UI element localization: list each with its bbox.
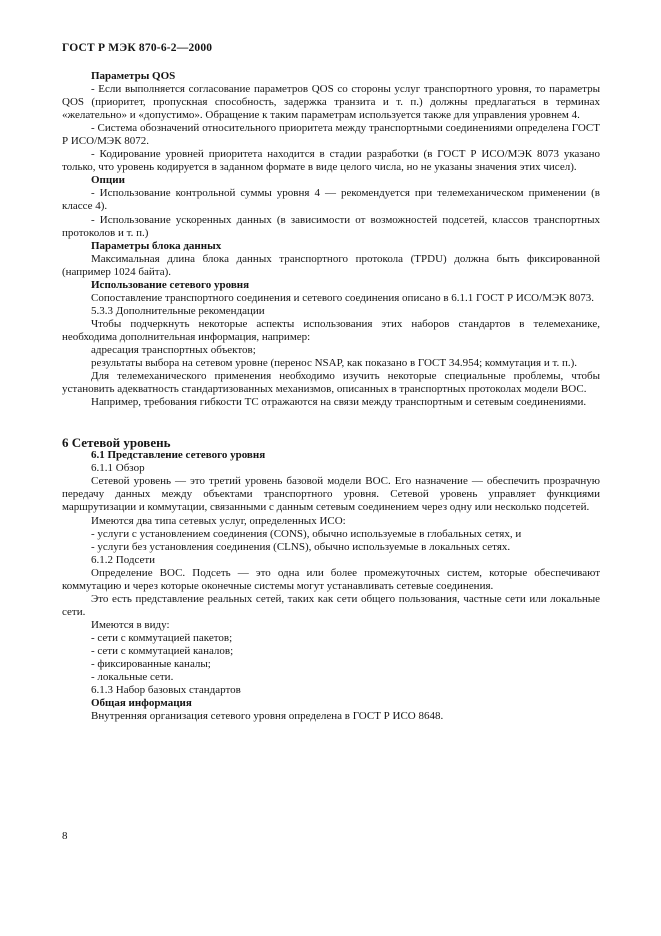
page-body: [62, 70, 600, 723]
list-item: - сети с коммутацией каналов;: [91, 644, 234, 657]
heading-general-information: Общая информация: [91, 697, 192, 710]
paragraph: - Использование ускоренных данных (в зависимости от возможностей подсетей, классов транспортных протоколов и т. п.): [62, 213, 600, 239]
paragraph: Максимальная длина блока данных транспортного протокола (TPDU) должна быть фиксированной (например 1024 байта).: [62, 252, 600, 278]
paragraph: - Если выполняется согласование параметров QOS со стороны услуг транспортного уровня, то параметры QOS (приоритет, пропускная способность, задержка транзита и т. п.) должны предлагаться в терминах «желательно» и «допустимо». Обращение к таким параметрам используется также для управления уровнем 4.: [62, 83, 600, 122]
subsection-6-1-1: 6.1.1 Обзор: [91, 462, 145, 475]
section-title: 6 Сетевой уровень: [62, 435, 171, 451]
paragraph: Это есть представление реальных сетей, таких как сети общего пользования, частные сети или локальные сети.: [62, 592, 600, 618]
list-item: - услуги с установлением соединения (CONS), обычно используемые в глобальных сетях, и: [91, 527, 522, 540]
list-item: - услуги без установления соединения (CLNS), обычно используемые в локальных сетях.: [91, 540, 511, 553]
subsection-5-3-3: 5.3.3 Дополнительные рекомендации: [91, 304, 265, 317]
heading-network-layer-use: Использование сетевого уровня: [91, 278, 250, 291]
paragraph: - Использование контрольной суммы уровня 4 — рекомендуется при телемеханическом применении (в классе 4).: [62, 187, 600, 213]
paragraph: Чтобы подчеркнуть некоторые аспекты использования этих наборов стандартов в телемеханике, необходима дополнительная информация, например:: [62, 317, 600, 343]
paragraph: Определение ВОС. Подсеть — это одна или более промежуточных систем, которые обеспечивают коммутацию и через которые оконечные системы могут устанавливать сетевые соединения.: [62, 566, 600, 592]
list-item: - локальные сети.: [91, 671, 174, 684]
paragraph: Например, требования гибкости ТС отражаются на связи между транспортным и сетевым соединениями.: [91, 396, 587, 409]
page-number: 8: [62, 830, 68, 842]
page-header: ГОСТ Р МЭК 870-6-2—2000: [62, 42, 213, 54]
heading-qos-parameters: Параметры QOS: [91, 70, 176, 82]
paragraph: Имеются два типа сетевых услуг, определенных ИСО:: [91, 514, 346, 527]
paragraph: - Кодирование уровней приоритета находится в стадии разработки (в ГОСТ Р ИСО/МЭК 8073 указано только, что уровень кодируется в заданном формате в виде целого числа, но не указаны значения этих чисел).: [62, 148, 600, 174]
paragraph: адресация транспортных объектов;: [91, 343, 256, 356]
list-item: - сети с коммутацией пакетов;: [91, 631, 233, 644]
paragraph: Для телемеханического применения необходимо изучить некоторые специальные проблемы, чтобы установить адекватность стандартизованных механизмов, описанных в транспортных протоколах модели ВОС.: [62, 370, 600, 396]
paragraph: результаты выбора на сетевом уровне (перенос NSAP, как показано в ГОСТ 34.954; коммутация и т. п.).: [91, 357, 577, 370]
heading-options: Опции: [91, 174, 125, 187]
subsection-6-1: 6.1 Представление сетевого уровня: [91, 449, 266, 462]
subsection-6-1-2: 6.1.2 Подсети: [91, 553, 156, 566]
paragraph: Имеются в виду:: [91, 618, 170, 631]
list-item: - фиксированные каналы;: [91, 658, 211, 671]
paragraph: Сетевой уровень — это третий уровень базовой модели ВОС. Его назначение — обеспечить прозрачную передачу данных между объектами транспортного уровня. Сетевой уровень управляет функциями маршрутизации и коммутации, связанными с данным сетевым соединением через одну или несколько подсетей.: [62, 475, 600, 514]
heading-data-block-parameters: Параметры блока данных: [91, 239, 222, 252]
paragraph: Внутренняя организация сетевого уровня определена в ГОСТ Р ИСО 8648.: [91, 710, 444, 723]
paragraph: - Система обозначений относительного приоритета между транспортными соединениями определена ГОСТ Р ИСО/МЭК 8072.: [62, 122, 600, 148]
subsection-6-1-3: 6.1.3 Набор базовых стандартов: [91, 684, 241, 697]
paragraph: Сопоставление транспортного соединения и сетевого соединения описано в 6.1.1 ГОСТ Р ИСО/МЭК 8073.: [91, 291, 595, 304]
